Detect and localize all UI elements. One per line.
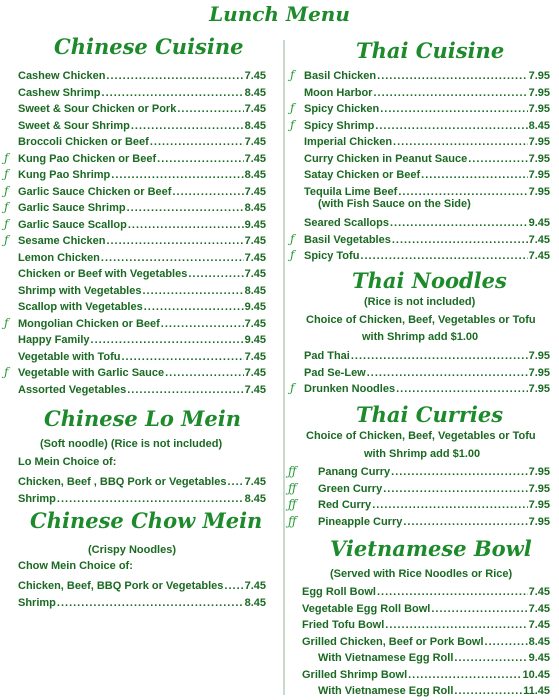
menu-item-name: Red Curry [318, 499, 372, 511]
thai-cuisine-title: Thai Cuisine [356, 38, 505, 63]
dot-leader [468, 153, 527, 165]
menu-item-name: Kung Pao Chicken or Beef [18, 152, 157, 165]
dot-leader [57, 493, 244, 505]
lo-mein-title: Chinese Lo Mein [44, 406, 242, 431]
menu-item-price: 9.45 [244, 301, 266, 313]
menu-item-name: Cashew Chicken [18, 70, 106, 82]
thai-noodles-choice: Choice of Chicken, Beef, Vegetables or Tofu [306, 314, 536, 326]
dot-leader [351, 350, 528, 362]
chili-pepper-icon: ƒ [290, 248, 295, 262]
menu-item-name: Mongolian Chicken or Beef [18, 317, 160, 330]
menu-item-row [302, 665, 550, 681]
dot-leader [131, 120, 244, 132]
dot-leader [398, 186, 527, 198]
menu-item-price: 7.95 [528, 185, 550, 198]
menu-item-name: Spicy Shrimp [304, 119, 375, 132]
menu-item-name: Satay Chicken or Beef [304, 169, 421, 181]
dot-leader [142, 285, 243, 297]
menu-item-name: Curry Chicken in Peanut Sauce [304, 152, 468, 165]
lo-mein-choice-label: Lo Mein Choice of: [18, 456, 117, 468]
menu-item-price: 8.45 [244, 284, 266, 297]
menu-item-price: 7.95 [528, 169, 550, 181]
menu-item-row [18, 576, 266, 592]
menu-item-row [302, 632, 550, 648]
thai-curries-title: Thai Curries [356, 402, 504, 427]
menu-item-row [318, 462, 550, 478]
dot-leader [367, 367, 528, 379]
menu-item-row [18, 281, 266, 297]
menu-item-price: 7.45 [528, 619, 550, 631]
menu-item-price: 7.95 [528, 70, 550, 82]
menu-item-name: Spicy Tofu [304, 250, 360, 262]
menu-item-price: 8.45 [244, 202, 266, 214]
menu-item-row [18, 489, 266, 505]
menu-item-price: 9.45 [244, 218, 266, 231]
menu-item-name: Assorted Vegetables [18, 383, 127, 396]
menu-item-name: With Vietnamese Egg Roll [318, 652, 454, 664]
menu-item-row [18, 248, 266, 264]
menu-item-name: Seared Scallops [304, 217, 389, 229]
menu-item-name: Chicken, Beef, BBQ Pork or Vegetables [18, 580, 224, 592]
dot-leader [383, 483, 527, 495]
menu-item-price: 7.45 [528, 250, 550, 262]
menu-item-name: Garlic Sauce Chicken or Beef [18, 185, 172, 198]
menu-item-name: Scallop with Vegetables [18, 301, 143, 313]
dot-leader [111, 169, 243, 181]
dot-leader [373, 87, 527, 99]
menu-item-price: 8.45 [244, 86, 266, 99]
chili-pepper-icon: ƒ [290, 117, 295, 132]
chili-pepper-icon: ƒƒ [288, 513, 297, 528]
menu-item-price: 7.45 [244, 103, 266, 115]
menu-item-price: 8.45 [528, 119, 550, 132]
menu-item-row [304, 213, 550, 229]
chili-pepper-icon: ƒ [290, 381, 295, 395]
chow-mein-note: (Crispy Noodles) [88, 544, 177, 556]
dot-leader [150, 136, 244, 148]
menu-item-row [18, 66, 266, 82]
menu-item-name: Green Curry [318, 482, 383, 495]
lo-mein-note: (Soft noodle) (Rice is not included) [40, 438, 223, 450]
menu-item-name: Fried Tofu Bowl [302, 619, 385, 631]
menu-item-row [18, 347, 266, 363]
menu-item-price: 7.95 [528, 366, 550, 379]
menu-item-price: 9.45 [528, 652, 550, 664]
dot-leader [121, 351, 243, 363]
dot-leader [454, 652, 527, 664]
menu-item-name: Basil Chicken [304, 70, 377, 82]
menu-item-price: 7.95 [528, 482, 550, 495]
menu-item-price: 7.45 [244, 580, 266, 592]
dot-leader [391, 466, 527, 478]
dot-leader [377, 586, 528, 598]
dot-leader [431, 603, 527, 615]
chili-pepper-icon: ƒ [4, 233, 9, 247]
dot-leader [165, 367, 243, 379]
dot-leader [375, 120, 527, 132]
menu-item-price: 7.45 [244, 367, 266, 379]
chili-pepper-icon: ƒ [290, 101, 295, 115]
menu-item-row [304, 165, 550, 181]
menu-item-row [18, 182, 266, 198]
menu-item-price: 7.45 [244, 185, 266, 198]
dot-leader [106, 235, 243, 247]
dot-leader [188, 268, 243, 280]
dot-leader [390, 217, 528, 229]
menu-item-name: Kung Pao Shrimp [18, 169, 111, 181]
menu-item-row [304, 132, 550, 148]
menu-item-price: 7.95 [528, 515, 550, 528]
dot-leader [127, 202, 244, 214]
menu-item-name: Chicken, Beef , BBQ Pork or Vegetables [18, 476, 227, 488]
menu-item-price: 10.45 [522, 668, 550, 681]
menu-item-price: 8.45 [244, 119, 266, 132]
menu-item-row [304, 66, 550, 82]
menu-item-name: Grilled Shrimp Bowl [302, 668, 408, 681]
menu-item-price: 7.95 [528, 350, 550, 362]
menu-item-row [18, 83, 266, 99]
menu-item-price: 9.45 [244, 334, 266, 346]
menu-item-name: Basil Vegetables [304, 233, 391, 246]
chili-pepper-icon: ƒƒ [288, 464, 297, 478]
menu-item-price: 7.45 [244, 70, 266, 82]
dot-leader [392, 234, 528, 246]
dot-leader [408, 669, 521, 681]
dot-leader [127, 384, 243, 396]
menu-item-row [302, 582, 550, 598]
menu-item-row [18, 198, 266, 214]
menu-item-price: 7.95 [528, 136, 550, 148]
menu-item-row [302, 599, 550, 615]
menu-item-row [18, 593, 266, 609]
menu-item-name: Shrimp [18, 492, 56, 505]
menu-item-row [18, 330, 266, 346]
menu-item-price: 7.45 [244, 268, 266, 280]
menu-item-price: 7.45 [528, 602, 550, 615]
menu-item-row [304, 83, 550, 99]
menu-item-row [302, 615, 550, 631]
vietnamese-bowl-title: Vietnamese Bowl [330, 536, 532, 561]
menu-item-row [18, 99, 266, 115]
chili-pepper-icon: ƒ [4, 150, 9, 165]
dot-leader [157, 153, 243, 165]
menu-item-row [18, 116, 266, 132]
menu-item-row [18, 231, 266, 247]
menu-item-row [18, 149, 266, 165]
menu-item-price: 8.45 [244, 596, 266, 609]
menu-item-price: 9.45 [528, 217, 550, 229]
menu-item-name: Garlic Sauce Scallop [18, 218, 127, 231]
menu-item-name: Lemon Chicken [18, 251, 100, 264]
menu-item-price: 7.45 [244, 152, 266, 165]
dot-leader [177, 103, 243, 115]
menu-item-name: Sweet & Sour Shrimp [18, 119, 130, 132]
menu-item-row [18, 363, 266, 379]
tequila-note: (with Fish Sauce on the Side) [318, 198, 471, 210]
menu-item-name: Shrimp [18, 596, 56, 609]
menu-item-row [318, 495, 550, 511]
dot-leader [360, 250, 527, 262]
menu-item-price: 7.45 [244, 136, 266, 148]
dot-leader [403, 516, 527, 528]
menu-item-price: 7.95 [528, 499, 550, 511]
menu-item-price: 11.45 [523, 685, 550, 697]
menu-item-price: 7.45 [528, 233, 550, 246]
menu-item-price: 7.45 [528, 586, 550, 598]
menu-item-name: Sweet & Sour Chicken or Pork [18, 103, 177, 115]
menu-item-name: Shrimp with Vegetables [18, 284, 142, 297]
menu-item-name: Drunken Noodles [304, 383, 396, 395]
menu-item-price: 7.45 [244, 350, 266, 363]
dot-leader [227, 476, 243, 488]
dot-leader [57, 597, 244, 609]
menu-item-row [18, 314, 266, 330]
dot-leader [377, 70, 527, 82]
menu-item-name: Spicy Chicken [304, 103, 380, 115]
menu-item-price: 8.45 [528, 635, 550, 648]
chili-pepper-icon: ƒ [4, 200, 9, 214]
menu-item-row [304, 182, 550, 198]
menu-item-price: 7.45 [244, 235, 266, 247]
chow-mein-choice-label: Chow Mein Choice of: [18, 560, 133, 572]
dot-leader [172, 186, 243, 198]
menu-item-row [18, 165, 266, 181]
menu-item-row [318, 648, 550, 664]
menu-item-name: Panang Curry [318, 466, 391, 478]
menu-item-row [18, 297, 266, 313]
menu-item-name: Pad Se-Lew [304, 366, 366, 379]
dot-leader [454, 685, 522, 697]
menu-item-price: 8.45 [244, 492, 266, 505]
menu-item-price: 7.45 [244, 251, 266, 264]
chili-pepper-icon: ƒ [290, 68, 295, 82]
chow-mein-title: Chinese Chow Mein [30, 508, 263, 533]
dot-leader [224, 580, 243, 592]
menu-item-price: 7.95 [528, 103, 550, 115]
menu-item-name: Cashew Shrimp [18, 86, 101, 99]
chili-pepper-icon: ƒ [4, 315, 9, 330]
chili-pepper-icon: ƒ [4, 365, 9, 379]
chili-pepper-icon: ƒƒ [288, 497, 297, 511]
menu-item-name: Egg Roll Bowl [302, 586, 376, 598]
menu-item-name: Vegetable Egg Roll Bowl [302, 602, 431, 615]
dot-leader [385, 619, 527, 631]
dot-leader [106, 70, 243, 82]
menu-item-row [318, 681, 550, 697]
menu-item-row [18, 132, 266, 148]
dot-leader [161, 318, 244, 330]
thai-noodles-shrimp: with Shrimp add $1.00 [362, 331, 479, 343]
menu-item-row [18, 380, 266, 396]
menu-item-row [304, 230, 550, 246]
menu-item-row [304, 346, 550, 362]
dot-leader [485, 636, 528, 648]
dot-leader [393, 136, 528, 148]
chinese-cuisine-title: Chinese Cuisine [54, 34, 244, 59]
menu-item-name: Pad Thai [304, 350, 350, 362]
menu-item-row [304, 149, 550, 165]
vietnamese-bowl-note: (Served with Rice Noodles or Rice) [330, 568, 513, 580]
menu-item-name: Chicken or Beef with Vegetables [18, 268, 188, 280]
dot-leader [144, 301, 244, 313]
chili-pepper-icon: ƒ [4, 183, 9, 198]
dot-leader [396, 383, 528, 395]
dot-leader [101, 252, 244, 264]
menu-item-name: Pineapple Curry [318, 515, 403, 528]
menu-item-name: Grilled Chicken, Beef or Pork Bowl [302, 635, 484, 648]
chili-pepper-icon: ƒ [290, 231, 295, 246]
menu-item-row [318, 479, 550, 495]
menu-item-row [304, 99, 550, 115]
menu-item-row [304, 363, 550, 379]
dot-leader [128, 219, 244, 231]
menu-item-price: 7.45 [244, 476, 266, 488]
menu-item-name: Broccoli Chicken or Beef [18, 136, 149, 148]
dot-leader [102, 87, 244, 99]
thai-noodles-title: Thai Noodles [352, 268, 507, 293]
page-title: Lunch Menu [209, 2, 350, 26]
menu-item-name: Happy Family [18, 334, 90, 346]
menu-item-row [304, 379, 550, 395]
menu-item-price: 7.45 [244, 383, 266, 396]
menu-item-price: 7.95 [528, 466, 550, 478]
thai-curries-shrimp: with Shrimp add $1.00 [364, 448, 481, 460]
thai-curries-choice: Choice of Chicken, Beef, Vegetables or Tofu [306, 430, 536, 442]
column-divider [283, 40, 285, 695]
menu-item-row [304, 116, 550, 132]
menu-item-row [304, 246, 550, 262]
dot-leader [372, 499, 527, 511]
menu-item-price: 8.45 [244, 169, 266, 181]
menu-item-name: Garlic Sauce Shrimp [18, 202, 126, 214]
dot-leader [91, 334, 244, 346]
menu-item-price: 7.95 [528, 86, 550, 99]
menu-item-name: Moon Harbor [304, 86, 373, 99]
dot-leader [380, 103, 527, 115]
menu-item-row [318, 512, 550, 528]
menu-item-name: Imperial Chicken [304, 136, 393, 148]
menu-item-row [18, 264, 266, 280]
menu-item-price: 7.95 [528, 152, 550, 165]
menu-item-name: Vegetable with Tofu [18, 350, 121, 363]
menu-item-name: Tequila Lime Beef [304, 185, 398, 198]
menu-item-name: Vegetable with Garlic Sauce [18, 367, 165, 379]
chili-pepper-icon: ƒ [4, 167, 9, 181]
menu-item-name: Sesame Chicken [18, 235, 106, 247]
menu-item-row [18, 215, 266, 231]
menu-item-name: With Vietnamese Egg Roll [318, 685, 454, 697]
chili-pepper-icon: ƒƒ [288, 480, 297, 495]
menu-item-row [18, 472, 266, 488]
thai-noodles-note: (Rice is not included) [364, 296, 476, 308]
chili-pepper-icon: ƒ [4, 216, 9, 231]
menu-item-price: 7.45 [244, 317, 266, 330]
menu-item-price: 7.95 [528, 383, 550, 395]
dot-leader [421, 169, 527, 181]
